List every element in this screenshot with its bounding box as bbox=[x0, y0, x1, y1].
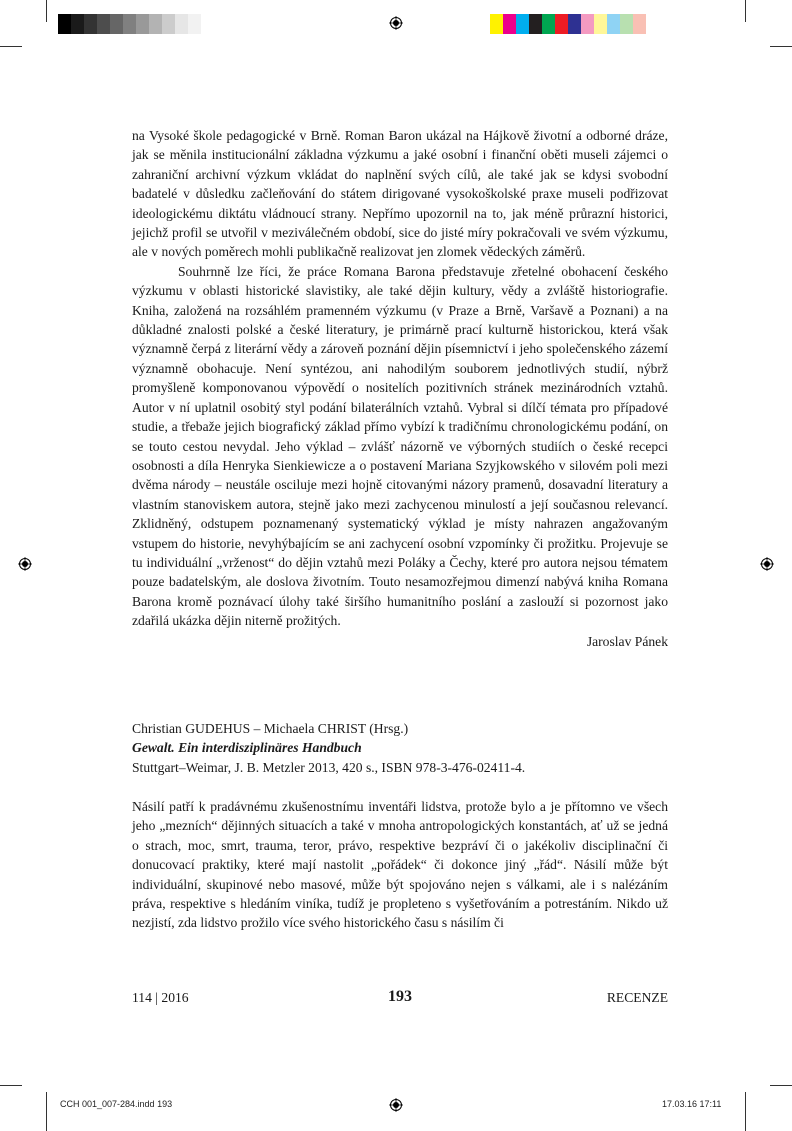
crop-mark bbox=[770, 46, 792, 47]
color-swatch bbox=[568, 14, 581, 34]
grayscale-color-bar bbox=[58, 14, 214, 34]
review-body-2 bbox=[132, 797, 668, 933]
process-color-bar bbox=[490, 14, 646, 34]
review-body bbox=[132, 126, 668, 651]
registration-mark-icon bbox=[389, 16, 403, 30]
color-swatch bbox=[620, 14, 633, 34]
publication-info: Stuttgart–Weimar, J. B. Metzler 2013, 420 s., ISBN 978-3-476-02411-4. bbox=[132, 759, 526, 775]
color-swatch bbox=[542, 14, 555, 34]
registration-mark-icon bbox=[18, 557, 32, 571]
book-title: Gewalt. Ein interdisziplinäres Handbuch bbox=[132, 740, 362, 756]
color-swatch bbox=[633, 14, 646, 34]
color-swatch bbox=[71, 14, 84, 34]
journal-issue: 114 | 2016 bbox=[132, 990, 189, 1005]
crop-mark bbox=[46, 1092, 47, 1131]
color-swatch bbox=[503, 14, 516, 34]
page-number: 193 bbox=[388, 988, 412, 1005]
crop-mark bbox=[0, 46, 22, 47]
crop-mark bbox=[770, 1085, 792, 1086]
slug-datetime: 17.03.16 17:11 bbox=[662, 1099, 722, 1109]
slug-filename: CCH 001_007-284.indd 193 bbox=[60, 1099, 173, 1109]
color-swatch bbox=[529, 14, 542, 34]
registration-mark-icon bbox=[389, 1098, 403, 1112]
color-swatch bbox=[516, 14, 529, 34]
book-authors: Christian GUDEHUS – Michaela CHRIST (Hrsg.) bbox=[132, 721, 409, 736]
paragraph: Násilí patří k pradávnému zkušenostnímu inventáři lidstva, protože bylo a je přítomno ve všech jeho „mezních“ dějinných situacích a také v mnoha antropologických konstantách, ať už se jedná o strach, moc, smrt, trauma, teror, právo, respektive bezpráví či o jakékoliv disciplinační či donucovací praktiky, které mají nastolit „pořádek“ či dokonce jiný „řád“. Násilí může být individuální, skupinové nebo masové, může být spojováno nejen s válkami, ale i s nalézáním práva, respektive s hledáním viníka, tudíž je propleteno s vyšetřováním a potrestáním. Nikdo už nezjistí, zda lidstvo prožilo více svého historického času s násilím či bbox=[132, 799, 668, 931]
color-swatch bbox=[175, 14, 188, 34]
section-label: RECENZE bbox=[606, 990, 668, 1005]
color-swatch bbox=[594, 14, 607, 34]
review-heading bbox=[132, 719, 668, 777]
color-swatch bbox=[110, 14, 123, 34]
color-swatch bbox=[136, 14, 149, 34]
color-swatch bbox=[58, 14, 71, 34]
paragraph: Souhrnně lze říci, že práce Romana Barona představuje zřetelné obohacení českého výzkumu v oblasti historické slavistiky, ale také dějin kultury, vědy a zvláště historiografie. Kniha, založená na rozsáhlém pramenném výzkumu (v Praze a Brně, Varšavě a Poznani) a na důkladné znalosti polské a české literatury, je primárně prací kulturně historickou, která však významně čerpá z literární vědy a zároveň poznání dějin písemnictví i jeho společenského zázemí významně obohacuje. Není syntézou, ani nahodilým souborem jednotlivých studií, nýbrž promyšleně komponovanou výpovědí o nositelích pozitivních stránek mezinárodních vztahů. Autor v ní uplatnil osobitý styl podání bilaterálních vztahů. Vybral si dílčí témata pro případové studie, a třebaže jejich biografický základ přímo vybízí k tradičnímu chronologickému podání, on se touto cestou nevydal. Jeho výklad – zvlášť názorně ve výborných studiích o české recepci osobnosti a díla Henryka Sienkiewicze a o postavení Mariana Szyjkowského v silovém poli mezi dvěma národy – neustále osciluje mezi hojně citovanými názory pramenů, dosavadní literatury a vlastním stanoviskem autora, stejně jako mezi zachycenou minulostí a její současnou relevancí. Zklidněný, odstupem poznamenaný systematický výklad je místy nahrazen angažovaným vstupem do historie, nevyhýbajícím se ani zachycení osobní vzpomínky či prožitku. Projevuje se tu individuální „vrženost“ do dějin vztahů mezi Poláky a Čechy, které pro autora nejsou tématem pouze badatelským, ale doslova životním. Touto nesamozřejmou dimenzí nabývá kniha Romana Barona kromě poznávací úlohy také širšího humanitního poslání a zaslouží si pozornost jako zdařilá ukázka dějin niterně prožitých. bbox=[132, 263, 668, 629]
crop-mark bbox=[745, 1092, 746, 1131]
color-swatch bbox=[607, 14, 620, 34]
color-swatch bbox=[123, 14, 136, 34]
page-footer bbox=[132, 988, 668, 1010]
color-swatch bbox=[97, 14, 110, 34]
color-swatch bbox=[149, 14, 162, 34]
registration-mark-icon bbox=[760, 557, 774, 571]
color-swatch bbox=[581, 14, 594, 34]
color-swatch bbox=[555, 14, 568, 34]
paragraph: na Vysoké škole pedagogické v Brně. Roman Baron ukázal na Hájkově životní a odborné dráze, jak se měnila institucionální základna výzkumu a jaké osobní i finanční oběti museli zájemci o zahraniční archivní výzkum vkládat do naplnění svých cílů, ale také jak se kdysi svobodní badatelé v důsledku začleňování do státem dirigované vysokoškolské praxe museli podřizovat ideologickému diktátu vládnoucí strany. Nepřímo upozornil na to, jak méně průrazní historici, jejichž profil se utvořil v meziválečném období, sice do jisté míry pokračovali ve svém výzkumu, ale v nových poměrech mohli publikačně realizovat jen zlomek vědeckých záměrů. bbox=[132, 128, 668, 260]
color-swatch bbox=[188, 14, 201, 34]
crop-mark bbox=[46, 0, 47, 22]
reviewer-signature: Jaroslav Pánek bbox=[586, 633, 668, 649]
color-swatch bbox=[162, 14, 175, 34]
crop-mark bbox=[745, 0, 746, 22]
color-swatch bbox=[201, 14, 214, 34]
crop-mark bbox=[0, 1085, 22, 1086]
color-swatch bbox=[84, 14, 97, 34]
color-swatch bbox=[490, 14, 503, 34]
